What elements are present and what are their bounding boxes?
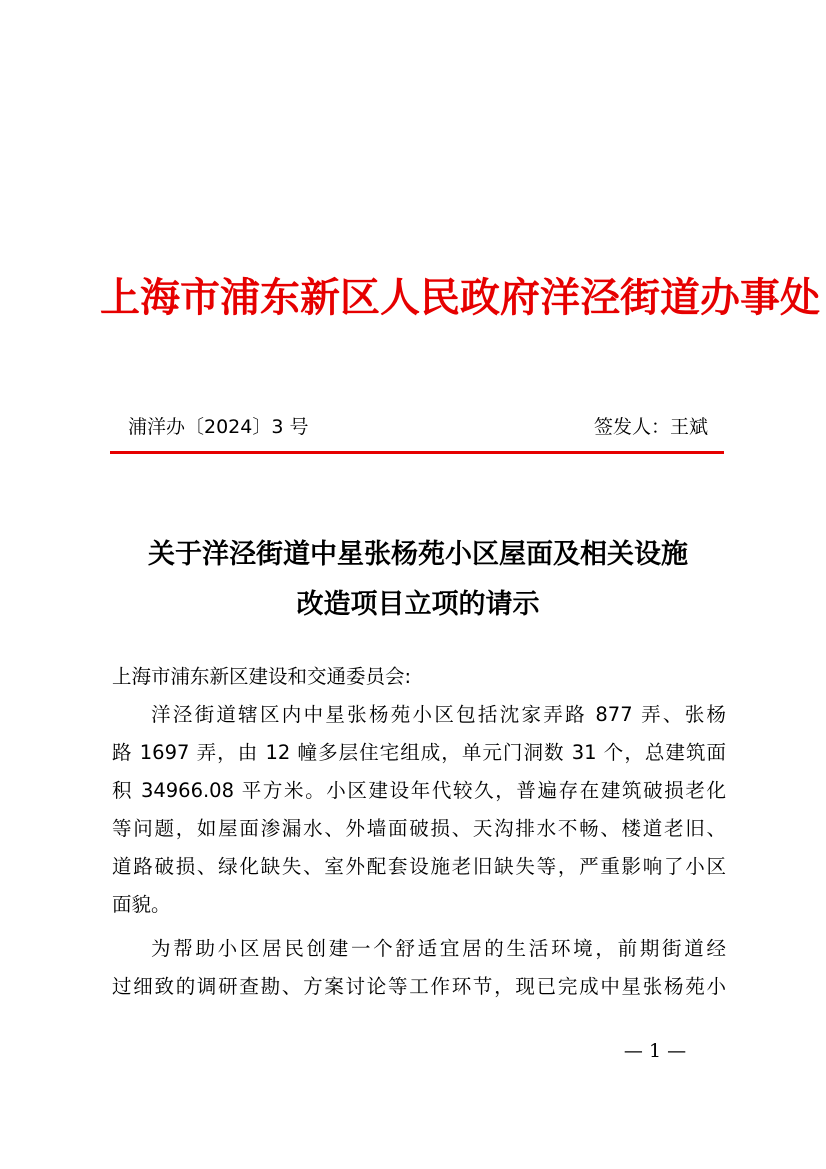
body-line: 为帮助小区居民创建一个舒适宜居的生活环境，前期街道经 — [151, 937, 726, 960]
red-divider — [110, 451, 724, 454]
body-line: 洋泾街道辖区内中星张杨苑小区包括沈家弄路 877 弄、张杨 — [151, 703, 726, 726]
body-line: 过细致的调研查勘、方案讨论等工作环节，现已完成中星张杨苑小 — [112, 975, 726, 998]
document-meta-row — [110, 408, 724, 442]
addressee: 上海市浦东新区建设和交通委员会: — [112, 665, 412, 688]
body-line: 等问题，如屋面渗漏水、外墙面破损、天沟排水不畅、楼道老旧、 — [112, 817, 726, 840]
signer: 签发人：王斌 — [593, 416, 708, 438]
document-title — [100, 530, 736, 630]
body-line: 面貌。 — [112, 893, 171, 916]
page-number: — 1 — — [623, 1040, 687, 1062]
body-line: 积 34966.08 平方米。小区建设年代较久，普遍存在建筑破损老化 — [112, 779, 726, 802]
body-line: 道路破损、绿化缺失、室外配套设施老旧缺失等，严重影响了小区 — [112, 855, 726, 878]
body-line: 路 1697 弄，由 12 幢多层住宅组成，单元门洞数 31 个，总建筑面 — [112, 741, 726, 764]
issuing-authority-title: 上海市浦东新区人民政府洋泾街道办事处 — [100, 274, 820, 321]
document-title-line: 改造项目立项的请示 — [296, 589, 540, 620]
document-title-line: 关于洋泾街道中星张杨苑小区屋面及相关设施 — [148, 539, 688, 570]
document-body — [112, 658, 726, 1006]
document-number: 浦洋办〔2024〕3 号 — [128, 416, 309, 438]
